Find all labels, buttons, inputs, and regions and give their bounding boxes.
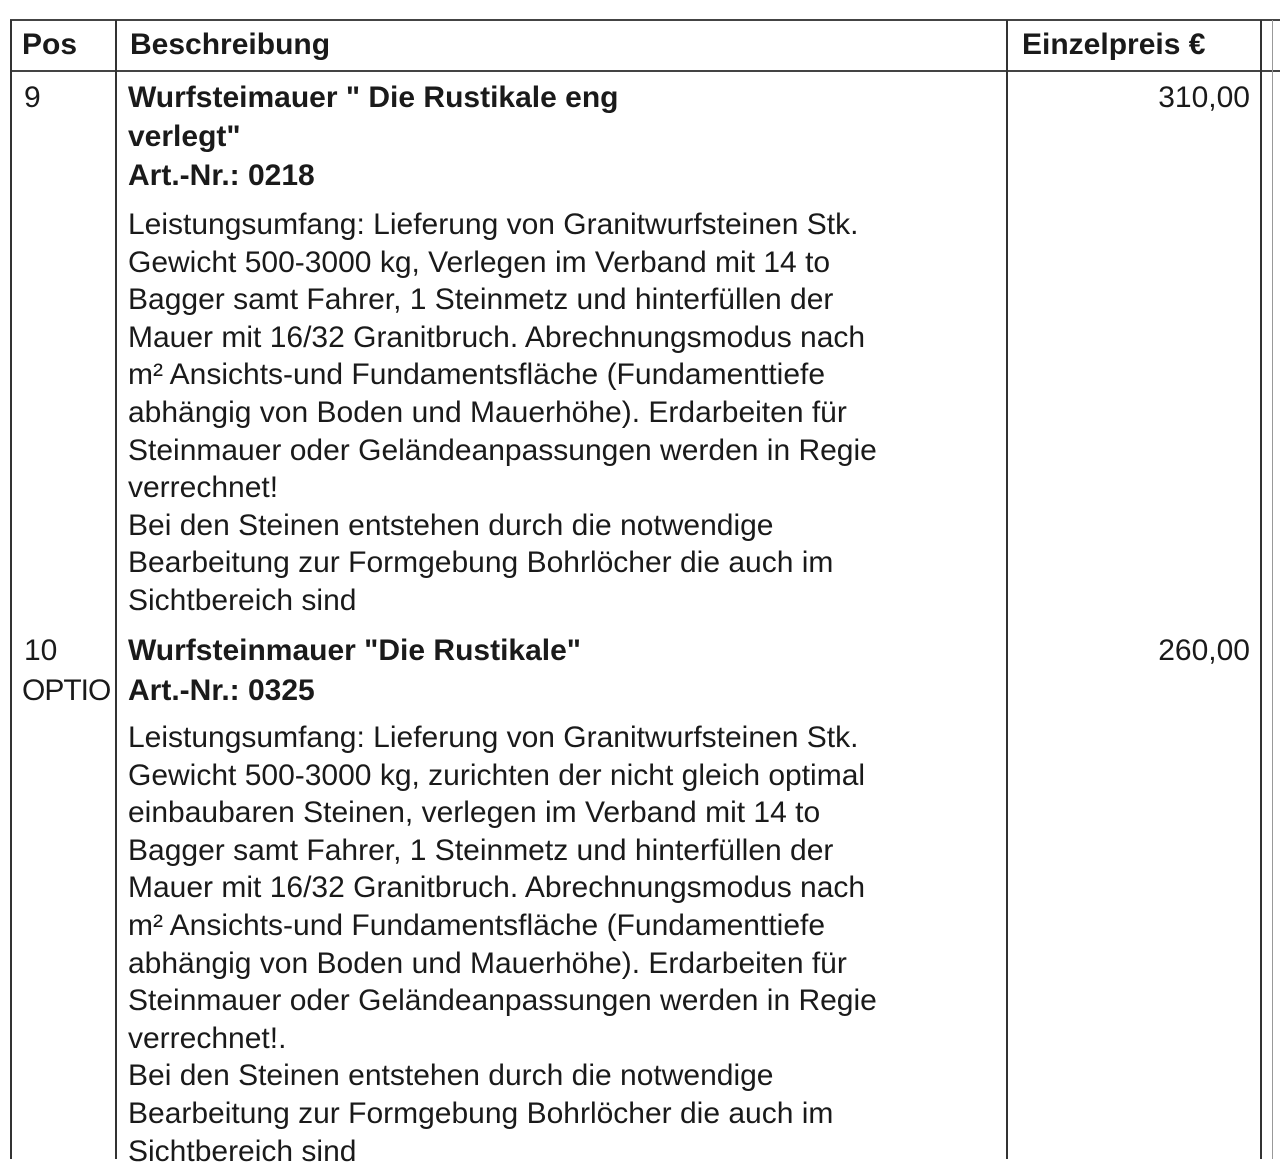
column-divider-edge: [1272, 20, 1273, 1159]
description-line: abhängig von Boden und Mauerhöhe). Erdarbeiten für: [128, 395, 847, 429]
header-unit-price: Einzelpreis €: [1022, 28, 1206, 61]
row-pos: 10: [24, 634, 58, 667]
article-number: Art.-Nr.: 0218: [128, 159, 315, 192]
description-line: Sichtbereich sind: [128, 583, 357, 617]
title-line: verlegt": [128, 120, 241, 153]
title-line: Wurfsteimauer " Die Rustikale eng: [128, 81, 619, 114]
header-bottom-border: [10, 70, 1280, 72]
article-number: Art.-Nr.: 0325: [128, 674, 315, 707]
column-divider-pos: [115, 20, 117, 1159]
table-left-border: [10, 20, 12, 1159]
description-line: Bagger samt Fahrer, 1 Steinmetz und hinterfüllen der: [128, 283, 834, 317]
description-line: m² Ansichts-und Fundamentsfläche (Fundamenttiefe: [128, 358, 826, 392]
description-line: Bei den Steinen entstehen durch die notwendige: [128, 508, 774, 542]
row-description: [128, 719, 877, 1170]
description-line: Mauer mit 16/32 Granitbruch. Abrechnungsmodus nach: [128, 320, 866, 354]
row-price: 260,00: [1158, 634, 1250, 667]
description-line: abhängig von Boden und Mauerhöhe). Erdarbeiten für: [128, 946, 847, 980]
table-top-border: [10, 19, 1280, 21]
column-divider-right: [1260, 20, 1262, 1159]
description-line: Bearbeitung zur Formgebung Bohrlöcher die auch im: [128, 1096, 834, 1130]
row-pos-note: OPTIO: [22, 674, 111, 707]
description-line: Gewicht 500-3000 kg, Verlegen im Verband mit 14 to: [128, 245, 831, 279]
header-pos: Pos: [22, 28, 78, 61]
header-description: Beschreibung: [130, 28, 331, 61]
row-title: [128, 631, 581, 711]
row-description: [128, 206, 877, 620]
description-line: verrechnet!: [128, 471, 279, 505]
description-line: verrechnet!.: [128, 1021, 287, 1055]
description-line: m² Ansichts-und Fundamentsfläche (Fundamenttiefe: [128, 908, 826, 942]
description-line: Bei den Steinen entstehen durch die notwendige: [128, 1059, 774, 1093]
description-line: Steinmauer oder Geländeanpassungen werden in Regie: [128, 433, 877, 467]
description-line: Gewicht 500-3000 kg, zurichten der nicht gleich optimal: [128, 758, 866, 792]
description-line: Leistungsumfang: Lieferung von Granitwurfsteinen Stk.: [128, 208, 859, 241]
row-title: [128, 78, 618, 195]
title-line: Wurfsteinmauer "Die Rustikale": [128, 634, 582, 667]
row-price: 310,00: [1158, 81, 1250, 114]
row-pos: 9: [24, 81, 41, 114]
description-line: Bearbeitung zur Formgebung Bohrlöcher die auch im: [128, 546, 834, 580]
column-divider-price: [1006, 20, 1008, 1159]
description-line: Steinmauer oder Geländeanpassungen werden in Regie: [128, 984, 877, 1018]
description-line: Sichtbereich sind: [128, 1134, 357, 1168]
description-line: Bagger samt Fahrer, 1 Steinmetz und hinterfüllen der: [128, 833, 834, 867]
description-line: Mauer mit 16/32 Granitbruch. Abrechnungsmodus nach: [128, 871, 866, 905]
description-line: einbaubaren Steinen, verlegen im Verband mit 14 to: [128, 796, 821, 830]
description-line: Leistungsumfang: Lieferung von Granitwurfsteinen Stk.: [128, 721, 859, 754]
